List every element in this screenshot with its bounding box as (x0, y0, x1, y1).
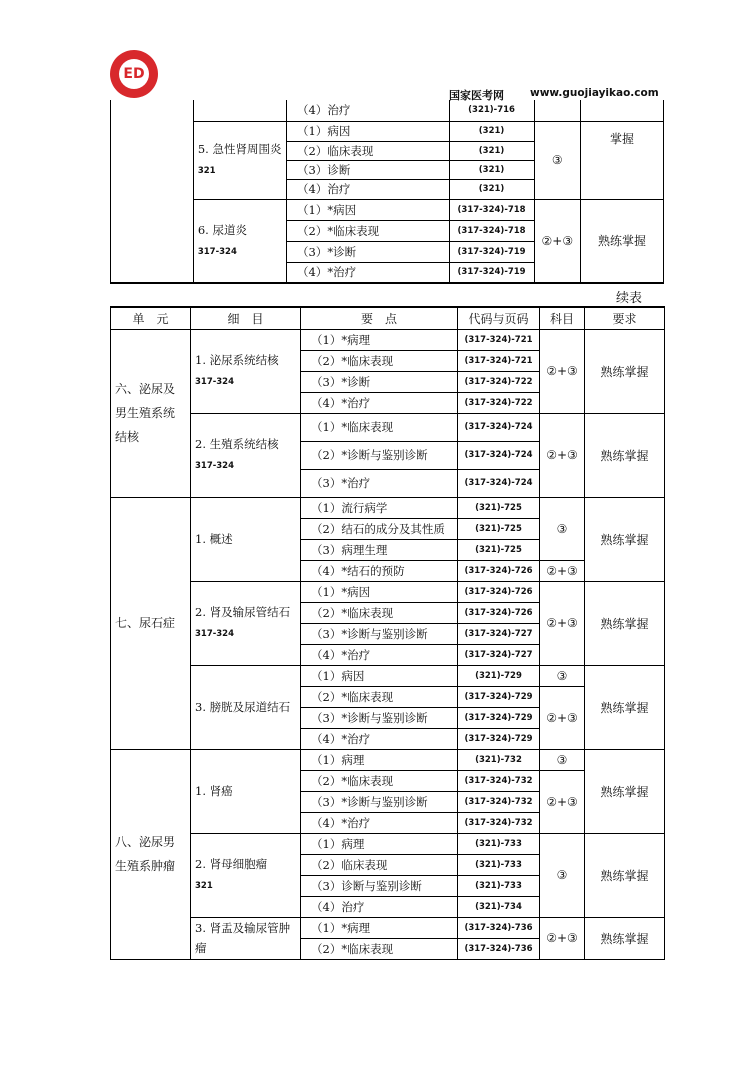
point-cell: （2）*临床表现 (301, 770, 458, 791)
subject-cell: ③ (534, 121, 581, 199)
point-cell: （4）*结石的预防 (301, 560, 458, 581)
point-cell: （2）*临床表现 (301, 686, 458, 707)
point-cell: （4）治疗 (287, 179, 450, 199)
point-cell: （4）*治疗 (301, 644, 458, 665)
code-cell: (317-324)-718 (449, 199, 534, 220)
unit-cell: 七、尿石症 (111, 497, 191, 749)
code-cell: (317-324)-721 (458, 329, 540, 350)
unit-cell-empty (111, 100, 194, 283)
detail-cell: 3. 膀胱及尿道结石 (191, 665, 301, 749)
header-code: 代码与页码 (458, 307, 540, 329)
point-cell: （1）病理 (301, 749, 458, 770)
point-cell: （3）诊断 (287, 160, 450, 179)
detail-cell-empty (193, 100, 286, 121)
subject-cell: ③ (540, 497, 585, 560)
code-cell: (317-324)-719 (449, 241, 534, 262)
detail-cell: 1. 泌尿系统结核 317-324 (191, 329, 301, 413)
point-cell: （3）诊断与鉴别诊断 (301, 875, 458, 896)
header-unit: 单 元 (111, 307, 191, 329)
code-cell: (317-324)-736 (458, 917, 540, 938)
point-cell: （3）*诊断与鉴别诊断 (301, 623, 458, 644)
requirement-cell: 熟练掌握 (585, 413, 665, 497)
code-cell: (321)-733 (458, 833, 540, 854)
detail-cell: 5. 急性肾周围炎 321 (193, 121, 286, 199)
subject-cell: ③ (540, 665, 585, 686)
code-cell: (317-324)-726 (458, 602, 540, 623)
point-cell: （2）*临床表现 (301, 938, 458, 959)
requirement-cell: 熟练掌握 (585, 581, 665, 665)
header-detail: 细 目 (191, 307, 301, 329)
code-cell: (321)-733 (458, 854, 540, 875)
site-url-link[interactable]: www.guojiayikao.com (530, 87, 659, 99)
point-cell: （3）*诊断与鉴别诊断 (301, 791, 458, 812)
point-cell: （2）临床表现 (287, 141, 450, 160)
point-cell: （4）*治疗 (287, 262, 450, 283)
subject-cell: ②+③ (540, 329, 585, 413)
detail-cell: 1. 肾癌 (191, 749, 301, 833)
unit-cell: 六、泌尿及男生殖系统结核 (111, 329, 191, 497)
point-cell: （1）*病因 (287, 199, 450, 220)
header-point: 要 点 (301, 307, 458, 329)
code-cell: (317-324)-718 (449, 220, 534, 241)
point-cell: （3）*诊断与鉴别诊断 (301, 707, 458, 728)
syllabus-table-continued (110, 100, 664, 284)
point-cell: （2）临床表现 (301, 854, 458, 875)
subject-cell: ②+③ (540, 581, 585, 665)
code-cell: (321)-733 (458, 875, 540, 896)
detail-cell: 6. 尿道炎 317-324 (193, 199, 286, 283)
point-cell: （4）治疗 (287, 100, 450, 121)
detail-cell: 2. 生殖系统结核 317-324 (191, 413, 301, 497)
detail-cell: 3. 肾盂及输尿管肿瘤 (191, 917, 301, 959)
code-cell: (321) (449, 121, 534, 141)
subject-cell: ②+③ (540, 413, 585, 497)
point-cell: （2）*临床表现 (287, 220, 450, 241)
point-cell: （3）病理生理 (301, 539, 458, 560)
continued-label: 续表 (616, 291, 643, 306)
point-cell: （1）病理 (301, 833, 458, 854)
point-cell: （3）*治疗 (301, 469, 458, 497)
point-cell: （2）*临床表现 (301, 350, 458, 371)
code-cell: (317-324)-719 (449, 262, 534, 283)
code-cell: (321)-725 (458, 539, 540, 560)
code-cell: (321) (449, 141, 534, 160)
point-cell: （2）*临床表现 (301, 602, 458, 623)
point-cell: （1）*病理 (301, 329, 458, 350)
code-cell: (317-324)-736 (458, 938, 540, 959)
code-cell: (317-324)-732 (458, 791, 540, 812)
code-cell: (317-324)-726 (458, 581, 540, 602)
subject-cell: ②+③ (540, 560, 585, 581)
point-cell: （1）病因 (287, 121, 450, 141)
code-cell: (317-324)-729 (458, 686, 540, 707)
code-cell: (321)-734 (458, 896, 540, 917)
code-cell: (317-324)-726 (458, 560, 540, 581)
code-cell: (317-324)-722 (458, 392, 540, 413)
detail-cell: 2. 肾及输尿管结石 317-324 (191, 581, 301, 665)
requirement-cell: 熟练掌握 (585, 833, 665, 917)
point-cell: （4）治疗 (301, 896, 458, 917)
point-cell: （3）*诊断 (301, 371, 458, 392)
point-cell: （1）*临床表现 (301, 413, 458, 441)
syllabus-table (110, 306, 665, 960)
detail-cell: 1. 概述 (191, 497, 301, 581)
point-cell: （4）*治疗 (301, 728, 458, 749)
point-cell: （1）*病因 (301, 581, 458, 602)
code-cell: (321) (449, 160, 534, 179)
point-cell: （1）病因 (301, 665, 458, 686)
subject-cell: ②+③ (540, 686, 585, 749)
requirement-cell (581, 100, 664, 121)
requirement-cell: 掌握 (581, 121, 664, 199)
subject-cell: ②+③ (534, 199, 581, 283)
code-cell: (321)-725 (458, 497, 540, 518)
code-cell: (317-324)-727 (458, 644, 540, 665)
code-cell: (321) (449, 179, 534, 199)
subject-cell: ③ (540, 749, 585, 770)
code-cell: (317-324)-732 (458, 770, 540, 791)
code-cell: (317-324)-729 (458, 728, 540, 749)
code-cell: (321)-732 (458, 749, 540, 770)
code-cell: (317-324)-721 (458, 350, 540, 371)
subject-cell: ②+③ (540, 917, 585, 959)
point-cell: （4）*治疗 (301, 392, 458, 413)
code-cell: (317-324)-722 (458, 371, 540, 392)
subject-cell: ③ (540, 833, 585, 917)
subject-cell (534, 100, 581, 121)
code-cell: (317-324)-732 (458, 812, 540, 833)
point-cell: （4）*治疗 (301, 812, 458, 833)
code-cell: (321)-716 (449, 100, 534, 121)
requirement-cell: 熟练掌握 (585, 917, 665, 959)
requirement-cell: 熟练掌握 (585, 749, 665, 833)
unit-cell: 八、泌尿男生殖系肿瘤 (111, 749, 191, 959)
code-cell: (321)-729 (458, 665, 540, 686)
requirement-cell: 熟练掌握 (585, 497, 665, 581)
header-subject: 科目 (540, 307, 585, 329)
subject-cell: ②+③ (540, 770, 585, 833)
detail-cell: 2. 肾母细胞瘤 321 (191, 833, 301, 917)
site-logo (110, 50, 158, 98)
code-cell: (321)-725 (458, 518, 540, 539)
point-cell: （1）流行病学 (301, 497, 458, 518)
header-requirement: 要求 (585, 307, 665, 329)
requirement-cell: 熟练掌握 (585, 665, 665, 749)
point-cell: （1）*病理 (301, 917, 458, 938)
point-cell: （2）*诊断与鉴别诊断 (301, 441, 458, 469)
requirement-cell: 熟练掌握 (581, 199, 664, 283)
code-cell: (317-324)-724 (458, 441, 540, 469)
site-name: 国家医考网 (449, 89, 504, 102)
logo-text: ED (119, 59, 149, 89)
code-cell: (317-324)-727 (458, 623, 540, 644)
point-cell: （2）结石的成分及其性质 (301, 518, 458, 539)
point-cell: （3）*诊断 (287, 241, 450, 262)
code-cell: (317-324)-724 (458, 469, 540, 497)
requirement-cell: 熟练掌握 (585, 329, 665, 413)
code-cell: (317-324)-724 (458, 413, 540, 441)
code-cell: (317-324)-729 (458, 707, 540, 728)
